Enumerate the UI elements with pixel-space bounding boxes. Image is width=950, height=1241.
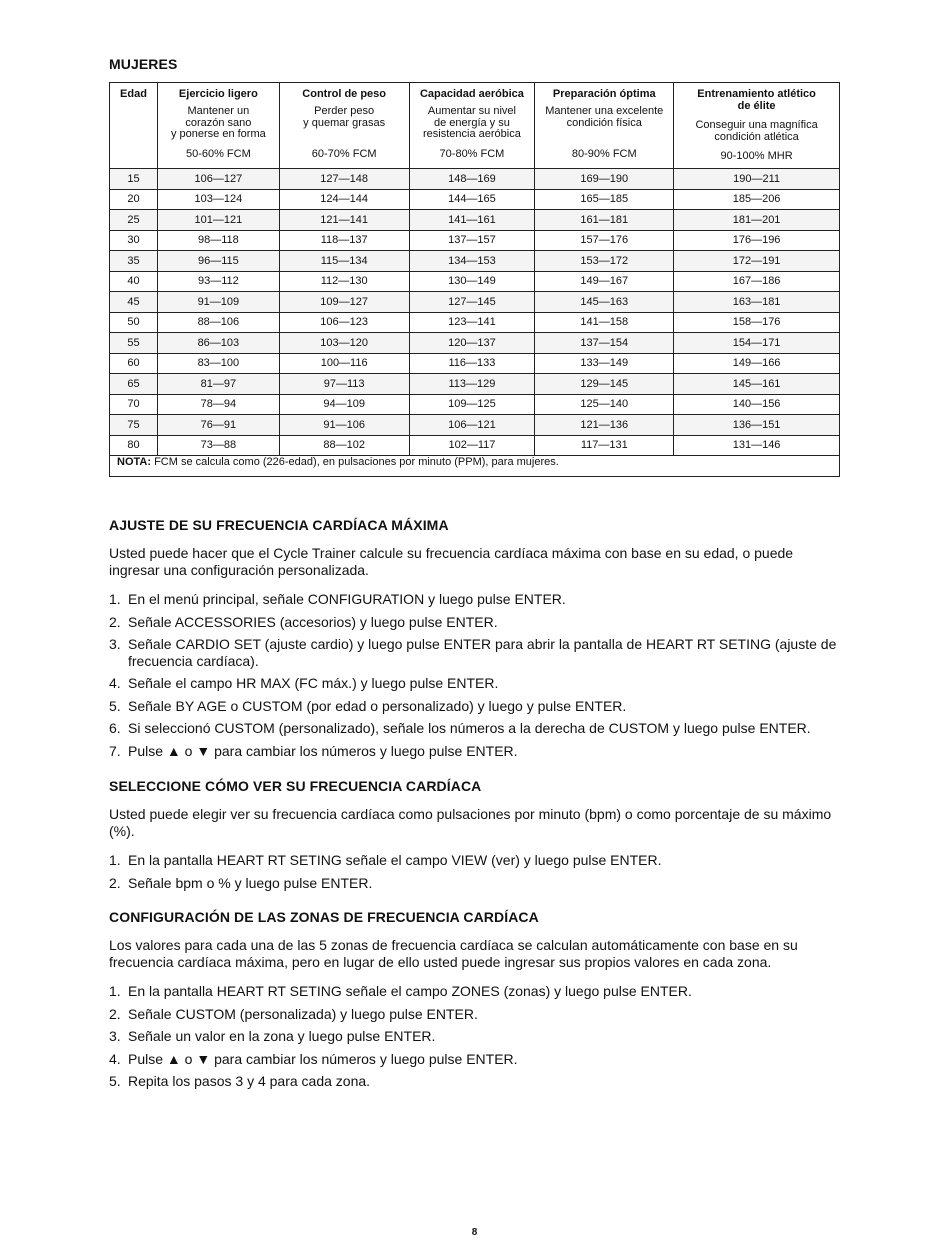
range-cell: 102—117 — [409, 435, 535, 456]
header-title: Edad — [120, 88, 147, 100]
table-row — [110, 230, 840, 251]
step-number: 1. — [109, 591, 121, 607]
note-label: NOTA: — [117, 456, 152, 468]
table-note-row — [110, 456, 840, 477]
range-cell: 100—116 — [279, 353, 409, 374]
table-row — [110, 353, 840, 374]
header-percent: 90-100% MHR — [720, 150, 793, 162]
range-cell: 118—137 — [279, 230, 409, 251]
step-number: 6. — [109, 720, 121, 736]
section-max-heart-rate — [109, 517, 840, 765]
range-cell: 141—158 — [535, 312, 674, 333]
step-text: Si seleccionó CUSTOM (personalizado), señale los números a la derecha de CUSTOM y luego pulse ENTER. — [128, 720, 811, 736]
note-text: FCM se calcula como (226-edad), en pulsaciones por minuto (PPM), para mujeres. — [151, 456, 559, 468]
section-heart-rate-zones — [109, 909, 840, 1096]
range-cell: 83—100 — [157, 353, 279, 374]
table-note — [110, 456, 840, 477]
range-cell: 127—145 — [409, 292, 535, 313]
step-number: 5. — [109, 697, 121, 714]
step-text: Señale CUSTOM (personalizada) y luego pulse ENTER. — [128, 1005, 478, 1022]
age-cell: 20 — [110, 189, 158, 210]
header-percent: 70-80% FCM — [439, 148, 505, 160]
column-header-zone — [535, 83, 674, 169]
step-item — [109, 852, 840, 869]
range-cell: 131—146 — [674, 435, 840, 456]
range-cell: 125—140 — [535, 394, 674, 415]
age-cell: 75 — [110, 415, 158, 436]
range-cell: 78—94 — [157, 394, 279, 415]
range-cell: 165—185 — [535, 189, 674, 210]
range-cell: 86—103 — [157, 333, 279, 354]
range-cell: 123—141 — [409, 312, 535, 333]
step-number: 2. — [109, 1005, 121, 1022]
range-cell: 176—196 — [674, 230, 840, 251]
range-cell: 103—120 — [279, 333, 409, 354]
range-cell: 106—127 — [157, 169, 279, 190]
range-cell: 97—113 — [279, 374, 409, 395]
range-cell: 137—154 — [535, 333, 674, 354]
step-item — [109, 1006, 840, 1023]
step-number: 7. — [109, 742, 121, 759]
table-row — [110, 435, 840, 456]
range-cell: 167—186 — [674, 271, 840, 292]
header-percent: 50-60% FCM — [185, 148, 251, 160]
step-number: 2. — [109, 874, 121, 891]
table-row — [110, 292, 840, 313]
range-cell: 149—166 — [674, 353, 840, 374]
header-description: Mantener un corazón sano y ponerse en forma — [170, 105, 266, 140]
header-percent: 80-90% FCM — [571, 148, 637, 160]
header-percent: 60-70% FCM — [311, 148, 377, 160]
header-description: Aumentar su nivel de energía y su resistencia aeróbica — [423, 105, 521, 140]
page-number: 8 — [471, 1227, 478, 1238]
step-item — [109, 591, 840, 608]
range-cell: 190—211 — [674, 169, 840, 190]
table-row — [110, 251, 840, 272]
table-header-row — [110, 83, 840, 169]
age-cell: 45 — [110, 292, 158, 313]
step-number: 3. — [109, 636, 121, 652]
range-cell: 117—131 — [535, 435, 674, 456]
range-cell: 145—161 — [674, 374, 840, 395]
header-title: Ejercicio ligero — [178, 88, 258, 100]
age-cell: 60 — [110, 353, 158, 374]
column-header-zone — [157, 83, 279, 169]
age-cell: 15 — [110, 169, 158, 190]
age-cell: 40 — [110, 271, 158, 292]
header-description: Perder peso y quemar grasas — [303, 105, 386, 129]
range-cell: 109—127 — [279, 292, 409, 313]
header-title: Control de peso — [302, 88, 387, 100]
range-cell: 115—134 — [279, 251, 409, 272]
step-text: Señale el campo HR MAX (FC máx.) y luego pulse ENTER. — [128, 675, 499, 691]
range-cell: 106—121 — [409, 415, 535, 436]
step-number: 3. — [109, 1028, 121, 1044]
step-number: 2. — [109, 613, 121, 630]
range-cell: 129—145 — [535, 374, 674, 395]
range-cell: 120—137 — [409, 333, 535, 354]
header-description: Conseguir una magnífica condición atlética — [695, 119, 818, 143]
section-title: AJUSTE DE SU FRECUENCIA CARDÍACA MÁXIMA — [109, 517, 449, 533]
range-cell: 121—141 — [279, 210, 409, 231]
range-cell: 106—123 — [279, 312, 409, 333]
range-cell: 181—201 — [674, 210, 840, 231]
step-text: Pulse ▲ o ▼ para cambiar los números y luego pulse ENTER. — [128, 742, 518, 759]
step-text: En la pantalla HEART RT SETING señale el campo VIEW (ver) y luego pulse ENTER. — [128, 852, 662, 868]
section-title: CONFIGURACIÓN DE LAS ZONAS DE FRECUENCIA CARDÍACA — [109, 909, 539, 925]
step-item — [109, 698, 840, 715]
range-cell: 136—151 — [674, 415, 840, 436]
age-cell: 25 — [110, 210, 158, 231]
step-item — [109, 875, 840, 892]
range-cell: 93—112 — [157, 271, 279, 292]
range-cell: 88—106 — [157, 312, 279, 333]
step-item — [109, 1028, 840, 1045]
steps-list — [109, 591, 840, 759]
table-row — [110, 415, 840, 436]
steps-list — [109, 852, 840, 891]
range-cell: 185—206 — [674, 189, 840, 210]
column-header-zone — [279, 83, 409, 169]
table-row — [110, 312, 840, 333]
table-body — [110, 169, 840, 456]
step-text: Señale un valor en la zona y luego pulse ENTER. — [128, 1028, 436, 1044]
range-cell: 145—163 — [535, 292, 674, 313]
heart-rate-table — [109, 82, 840, 477]
step-number: 5. — [109, 1073, 121, 1089]
range-cell: 153—172 — [535, 251, 674, 272]
range-cell: 103—124 — [157, 189, 279, 210]
step-number: 4. — [109, 675, 121, 691]
range-cell: 96—115 — [157, 251, 279, 272]
range-cell: 154—171 — [674, 333, 840, 354]
table-row — [110, 189, 840, 210]
step-item — [109, 983, 840, 1000]
header-title: Entrenamiento atlético de élite — [697, 88, 816, 112]
table-row — [110, 394, 840, 415]
step-item — [109, 1073, 840, 1090]
age-cell: 65 — [110, 374, 158, 395]
range-cell: 101—121 — [157, 210, 279, 231]
range-cell: 112—130 — [279, 271, 409, 292]
range-cell: 158—176 — [674, 312, 840, 333]
step-item — [109, 720, 840, 737]
range-cell: 140—156 — [674, 394, 840, 415]
step-item — [109, 675, 840, 692]
table-row — [110, 374, 840, 395]
range-cell: 130—149 — [409, 271, 535, 292]
column-header-age — [110, 83, 158, 169]
table-row — [110, 333, 840, 354]
step-number: 1. — [109, 852, 121, 868]
range-cell: 113—129 — [409, 374, 535, 395]
column-header-zone — [409, 83, 535, 169]
range-cell: 148—169 — [409, 169, 535, 190]
step-number: 1. — [109, 983, 121, 999]
header-description: Mantener una excelente condición física — [545, 105, 664, 129]
range-cell: 124—144 — [279, 189, 409, 210]
range-cell: 169—190 — [535, 169, 674, 190]
step-text: Pulse ▲ o ▼ para cambiar los números y luego pulse ENTER. — [128, 1050, 518, 1067]
step-text: Repita los pasos 3 y 4 para cada zona. — [128, 1073, 371, 1089]
age-cell: 55 — [110, 333, 158, 354]
section-title: SELECCIONE CÓMO VER SU FRECUENCIA CARDÍACA — [109, 778, 482, 794]
step-item — [109, 636, 840, 669]
age-cell: 30 — [110, 230, 158, 251]
range-cell: 161—181 — [535, 210, 674, 231]
section-intro: Los valores para cada una de las 5 zonas de frecuencia cardíaca se calculan automáticamente con base en su frecuencia cardíaca máxima, pero en lugar de ello usted puede ingresar sus propios valores en cada zona. — [109, 937, 798, 970]
range-cell: 91—109 — [157, 292, 279, 313]
table-row — [110, 210, 840, 231]
range-cell: 144—165 — [409, 189, 535, 210]
step-text: Señale CARDIO SET (ajuste cardio) y luego pulse ENTER para abrir la pantalla de HEART RT SETING (ajuste de frecuencia cardíaca). — [128, 636, 837, 669]
range-cell: 157—176 — [535, 230, 674, 251]
step-text: En la pantalla HEART RT SETING señale el campo ZONES (zonas) y luego pulse ENTER. — [128, 983, 692, 999]
table-row — [110, 169, 840, 190]
step-item — [109, 1051, 840, 1068]
step-text: Señale bpm o % y luego pulse ENTER. — [128, 874, 373, 891]
range-cell: 116—133 — [409, 353, 535, 374]
range-cell: 109—125 — [409, 394, 535, 415]
column-header-zone — [674, 83, 840, 169]
step-text: Señale BY AGE o CUSTOM (por edad o personalizado) y luego y pulse ENTER. — [128, 697, 627, 714]
age-cell: 70 — [110, 394, 158, 415]
header-title: Preparación óptima — [552, 88, 656, 100]
range-cell: 172—191 — [674, 251, 840, 272]
step-text: Señale ACCESSORIES (accesorios) y luego pulse ENTER. — [128, 613, 498, 630]
range-cell: 121—136 — [535, 415, 674, 436]
table-row — [110, 271, 840, 292]
range-cell: 149—167 — [535, 271, 674, 292]
range-cell: 133—149 — [535, 353, 674, 374]
range-cell: 134—153 — [409, 251, 535, 272]
range-cell: 98—118 — [157, 230, 279, 251]
range-cell: 81—97 — [157, 374, 279, 395]
section-intro: Usted puede hacer que el Cycle Trainer calcule su frecuencia cardíaca máxima con base en su edad, o puede ingresar una configuración personalizada. — [109, 545, 794, 578]
age-cell: 35 — [110, 251, 158, 272]
header-title: Capacidad aeróbica — [419, 88, 524, 100]
range-cell: 127—148 — [279, 169, 409, 190]
age-cell: 50 — [110, 312, 158, 333]
range-cell: 91—106 — [279, 415, 409, 436]
section-view-heart-rate — [109, 778, 840, 897]
age-cell: 80 — [110, 435, 158, 456]
range-cell: 137—157 — [409, 230, 535, 251]
range-cell: 141—161 — [409, 210, 535, 231]
table-title: MUJERES — [109, 56, 178, 72]
step-number: 4. — [109, 1050, 121, 1067]
step-text: En el menú principal, señale CONFIGURATION y luego pulse ENTER. — [128, 591, 566, 607]
step-item — [109, 743, 840, 760]
section-intro: Usted puede elegir ver su frecuencia cardíaca como pulsaciones por minuto (bpm) o como porcentaje de su máximo (%). — [109, 806, 832, 839]
steps-list — [109, 983, 840, 1090]
range-cell: 76—91 — [157, 415, 279, 436]
range-cell: 88—102 — [279, 435, 409, 456]
range-cell: 73—88 — [157, 435, 279, 456]
range-cell: 163—181 — [674, 292, 840, 313]
step-item — [109, 614, 840, 631]
range-cell: 94—109 — [279, 394, 409, 415]
